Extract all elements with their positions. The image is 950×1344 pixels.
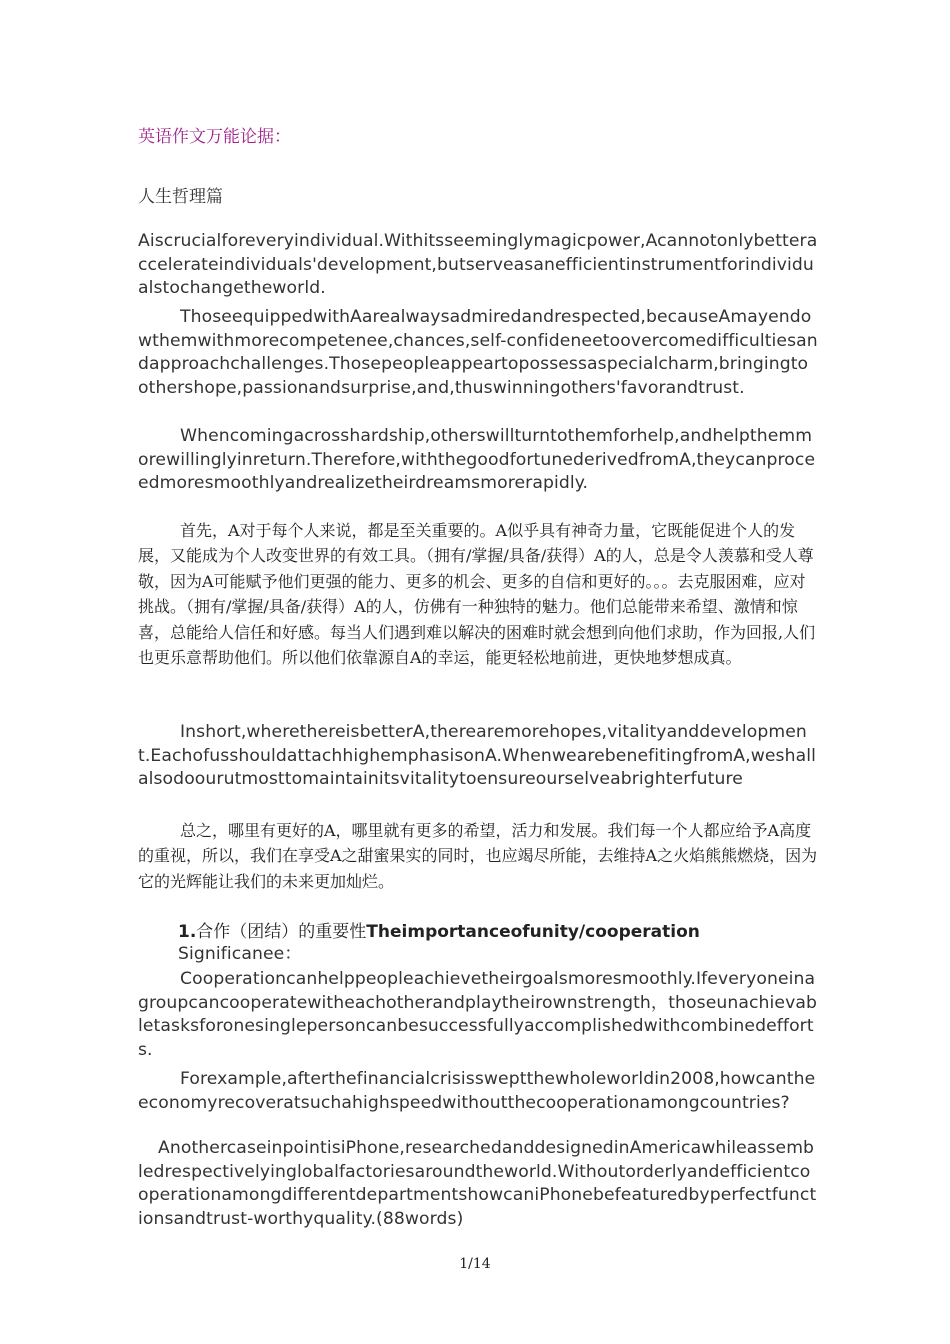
paragraph-4-chinese: 首先，A对于每个人来说，都是至关重要的。A似乎具有神奇力量，它既能促进个人的发展，又能成为个人改变世界的有效工具。（拥有/掌握/具备/获得）A的人，总是令人羡慕和受人尊敬，因为A可能赋予他们更强的能力、更多的机会、更多的自信和更好的。。。去克服困难，应对挑战。（拥有/掌握/具备/获得）A的人，仿佛有一种独特的魅力。他们总能带来希望、激情和惊喜，总能给人信任和好感。每当人们遇到难以解决的困难时就会想到向他们求助，作为回报,人们也更乐意帮助他们。所以他们依靠源自A的幸运，能更轻松地前进，更快地梦想成真。	[138, 521, 816, 668]
significance-label: Significanee：	[178, 944, 302, 964]
paragraph-5: Inshort,wherethereisbetterA,therearemorehopes,vitalityanddevelopment.EachofusshouldattachhighemphasisonA.WhenwearebenefitingfromA,weshallalsodoourutmosttomaintainitsvitalitytoensureourselveabrighterfuture	[138, 722, 816, 789]
topic-title-english: Theimportanceofunity/cooperation	[366, 922, 700, 942]
paragraph-1: Aiscrucialforeveryindividual.Withitsseeminglymagicpower,Acannotonlybetteraccelerateindividuals'development,butserveasanefficientinstrumentforindividualstochangetheworld.	[138, 231, 818, 298]
paragraph-2: ThoseequippedwithAarealwaysadmiredandrespected,becauseAmayendowthemwithmorecompetenee,chances,self-confideneetoovercomedifficultiesandapproachchallenges.Thosepeopleappeartopossessaspecialcharm,bringingtoothershope,passionandsurprise,and,thuswinningothers'favorandtrust.	[138, 307, 818, 398]
paragraph-3: Whencomingacrosshardship,otherswillturntothemforhelp,andhelpthemmorewillinglyinreturn.Therefore,withthegoodfortunederivedfromA,theycanproceedmoresmoothlyandrealizetheirdreamsmorerapidly.	[138, 426, 816, 493]
paragraph-10: AnothercaseinpointisiPhone,researchedanddesignedinAmericawhileassembledrespectivelyinglobalfactoriesaroundtheworld.WithoutorderlyandefficientcooperationamongdifferentdepartmentshowcaniPhonebefeaturedbyperfectfunctionsandtrust-worthyquality.(88words)	[138, 1138, 817, 1229]
document-title: 英语作文万能论据：	[138, 127, 291, 147]
paragraph-6-chinese: 总之，哪里有更好的A，哪里就有更多的希望，活力和发展。我们每一个人都应给予A高度的重视，所以，我们在享受A之甜蜜果实的同时，也应竭尽所能，去维持A之火焰熊熊燃烧，因为它的光辉能让我们的未来更加灿烂。	[138, 821, 818, 891]
paragraph-9: Forexample,afterthefinancialcrisissweptthewholeworldin2008,howcantheeconomyrecoveratsuchahighspeedwithoutthecooperationamongcountries?	[138, 1069, 816, 1113]
topic-title-chinese: 合作（团结）的重要性	[196, 922, 367, 942]
page-number: 1/14	[459, 1256, 491, 1272]
paragraph-8: Cooperationcanhelppeopleachievetheirgoalsmoresmoothly.Ifeveryoneinagroupcancooperatewitheachotherandplaytheirownstrength，thoseunachievabletasksforonesinglepersoncanbesuccessfullyaccomplishedwithcombinedefforts.	[138, 969, 818, 1060]
topic-number: 1.	[178, 922, 197, 942]
section-heading: 人生哲理篇	[138, 187, 223, 207]
topic-heading	[178, 917, 700, 942]
